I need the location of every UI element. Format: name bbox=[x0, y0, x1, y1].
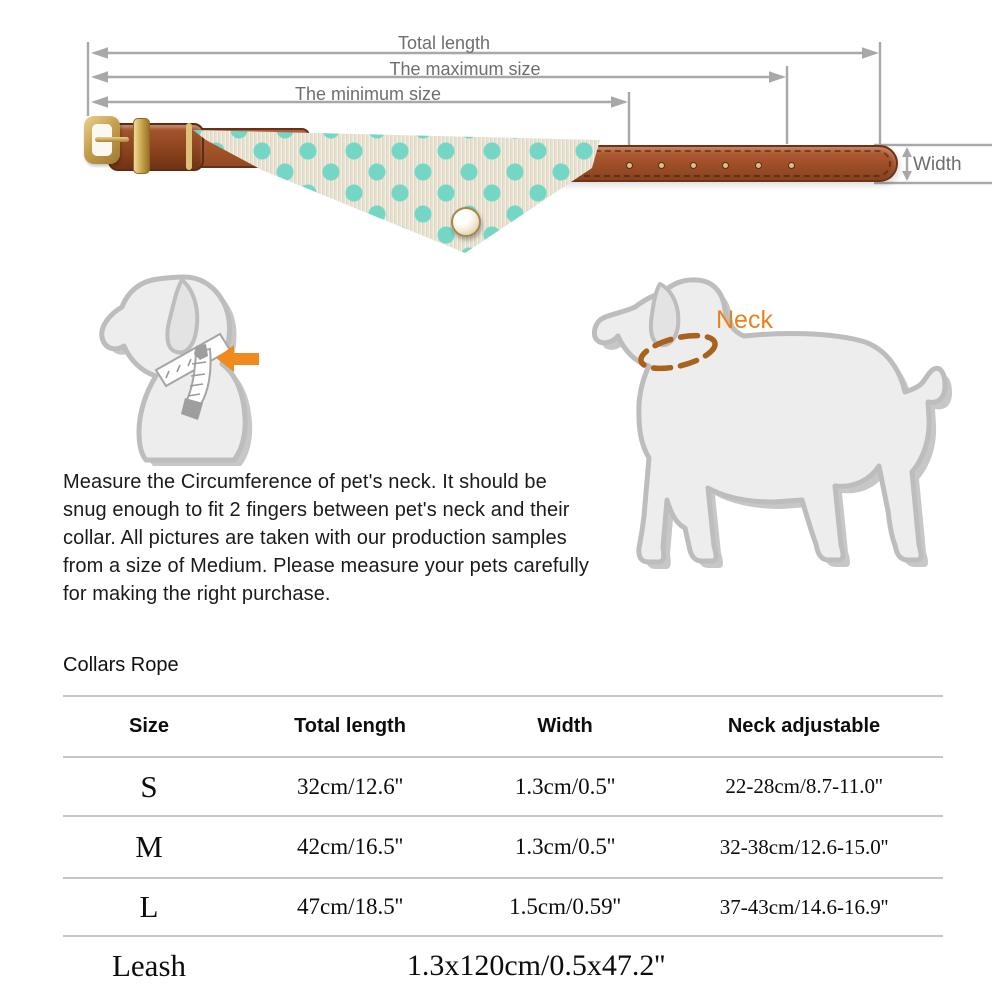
instructions-line: snug enough to fit 2 fingers between pet's neck and their bbox=[63, 499, 570, 521]
collar-strap bbox=[557, 145, 898, 182]
neck-adjustable-cell: 32-38cm/12.6-15.0'' bbox=[719, 834, 889, 859]
width-label: Width bbox=[913, 154, 962, 175]
pearl-button bbox=[451, 207, 481, 237]
column-header-neck-adjustable: Neck adjustable bbox=[727, 715, 881, 737]
strap-hole bbox=[690, 162, 697, 169]
size-table bbox=[63, 695, 943, 995]
strap-hole bbox=[722, 162, 729, 169]
leash-label: Leash bbox=[111, 948, 187, 983]
total-length-label: Total length bbox=[397, 33, 491, 53]
table-row-m bbox=[63, 815, 943, 877]
size-cell: L bbox=[139, 889, 159, 924]
instructions-line: collar. All pictures are taken with our production samples bbox=[63, 527, 567, 549]
dog-head-illustration bbox=[96, 274, 311, 469]
strap-hole bbox=[626, 162, 633, 169]
table-title: Collars Rope bbox=[63, 654, 179, 676]
table-row-s bbox=[63, 756, 943, 815]
minimum-size-label: The minimum size bbox=[294, 84, 442, 104]
collar-gold-edge bbox=[186, 123, 192, 170]
strap-hole bbox=[755, 162, 762, 169]
neck-adjustable-cell: 37-43cm/14.6-16.9'' bbox=[719, 894, 889, 919]
width-cell: 1.5cm/0.59'' bbox=[509, 894, 621, 919]
instructions-line: for making the right purchase. bbox=[63, 583, 331, 605]
table-header-row bbox=[63, 695, 943, 756]
total-length-cell: 47cm/18.5'' bbox=[296, 894, 404, 919]
leash-value: 1.3x120cm/0.5x47.2'' bbox=[406, 949, 666, 982]
collar-gold-keeper bbox=[133, 118, 150, 174]
column-header-width: Width bbox=[537, 715, 593, 737]
strap-hole bbox=[788, 162, 795, 169]
column-header-total-length: Total length bbox=[294, 715, 406, 737]
total-length-cell: 42cm/16.5'' bbox=[296, 834, 404, 859]
total-length-cell: 32cm/12.6'' bbox=[296, 773, 404, 799]
neck-label: Neck bbox=[716, 306, 773, 334]
instructions-line: Measure the Circumference of pet's neck. It should be bbox=[63, 471, 547, 493]
size-cell: S bbox=[140, 768, 158, 804]
maximum-size-label: The maximum size bbox=[389, 59, 541, 79]
width-cell: 1.3cm/0.5'' bbox=[514, 834, 616, 859]
column-header-size: Size bbox=[128, 715, 170, 737]
strap-hole bbox=[658, 162, 665, 169]
table-row-l bbox=[63, 877, 943, 935]
table-row-leash bbox=[63, 935, 943, 995]
width-cell: 1.3cm/0.5'' bbox=[514, 773, 616, 799]
instructions-line: from a size of Medium. Please measure your pets carefully bbox=[63, 555, 589, 577]
buckle-prong bbox=[95, 137, 129, 142]
size-cell: M bbox=[135, 829, 163, 864]
neck-adjustable-cell: 22-28cm/8.7-11.0'' bbox=[725, 774, 883, 798]
instructions-text bbox=[63, 468, 663, 608]
